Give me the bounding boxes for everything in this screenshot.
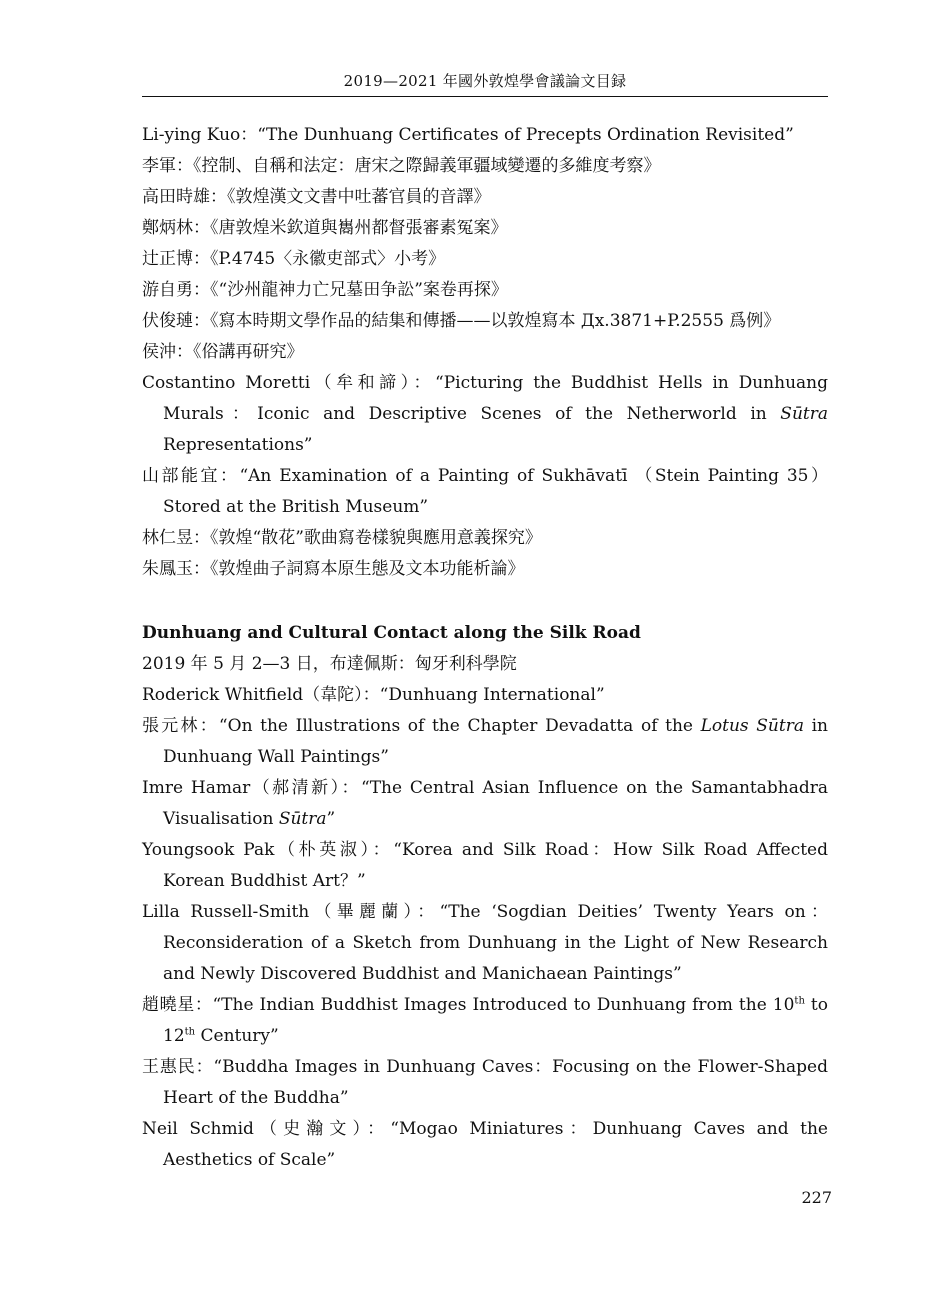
entry-you: 游自勇：《“沙州龍神力亡兄墓田争訟”案卷再探》 xyxy=(142,280,508,300)
entry-yamabe: 山部能宜：“An Examination of a Painting of Sukhāvatī （Stein Painting 35） Stored at the British Museum” xyxy=(142,466,828,517)
entry-hamar xyxy=(142,773,828,835)
superscript: th xyxy=(794,995,805,1007)
entry-hou: 侯沖：《俗講再研究》 xyxy=(142,342,304,362)
entry-text: to 12 xyxy=(163,995,828,1046)
section-spacer xyxy=(142,585,828,618)
italic-term: Sūtra xyxy=(278,809,327,829)
conference-meta: 2019 年 5 月 2—3 日，布達佩斯：匈牙利科學院 xyxy=(142,654,517,674)
entry-zhang xyxy=(142,711,828,773)
entry-text: 趙曉星：“The Indian Buddhist Images Introduced to Dunhuang from the 10 xyxy=(142,995,795,1015)
italic-term: Sūtra xyxy=(780,404,828,424)
entry-moretti xyxy=(142,368,828,461)
superscript: th xyxy=(184,1026,196,1038)
entry-pak: Youngsook Pak（朴英淑）：“Korea and Silk Road：How Silk Road Affected Korean Buddhist Art？” xyxy=(142,840,828,891)
entry-text: 張元林：“On the Illustrations of the Chapter Devadatta of the xyxy=(142,716,701,736)
entry-li-jun: 李軍：《控制、自稱和法定：唐宋之際歸義軍疆域變遷的多維度考察》 xyxy=(142,156,661,176)
entry-zheng: 鄭炳林：《唐敦煌米欽道與巂州都督張審素冤案》 xyxy=(142,218,508,238)
entry-takata: 高田時雄：《敦煌漢文文書中吐蕃官員的音譯》 xyxy=(142,187,491,207)
page-number: 227 xyxy=(801,1188,832,1207)
entry-text: Representations” xyxy=(163,435,313,455)
entry-fu: 伏俊璉：《寫本時期文學作品的結集和傳播——以敦煌寫本 Дx.3871+P.2555 爲例》 xyxy=(142,311,781,331)
entry-text: Century” xyxy=(195,1026,279,1046)
entry-tsuji: 辻正博：《P.4745〈永徽吏部式〉小考》 xyxy=(142,249,446,269)
entry-kuo: Li-ying Kuo：“The Dunhuang Certificates of Precepts Ordination Revisited” xyxy=(142,125,794,145)
entry-lin: 林仁昱：《敦煌“散花”歌曲寫卷樣貌與應用意義探究》 xyxy=(142,528,542,548)
entry-whitfield: Roderick Whitfield（韋陀）：“Dunhuang International” xyxy=(142,685,605,705)
section-heading: Dunhuang and Cultural Contact along the Silk Road xyxy=(142,623,641,643)
entry-text: ” xyxy=(326,809,336,829)
running-header: 2019—2021 年國外敦煌學會議論文目録 xyxy=(343,72,627,90)
entry-text: in Dunhuang Wall Paintings” xyxy=(163,716,828,767)
entry-text: Costantino Moretti（牟和諦）：“Picturing the Buddhist Hells in Dunhuang Murals：Iconic and Descriptive Scenes of the Netherworld in xyxy=(142,373,828,424)
entry-zhao xyxy=(142,990,828,1052)
italic-term: Lotus Sūtra xyxy=(700,716,804,736)
entry-schmid: Neil Schmid（史瀚文）：“Mogao Miniatures：Dunhuang Caves and the Aesthetics of Scale” xyxy=(142,1119,828,1170)
bibliography-content xyxy=(142,120,828,1176)
entry-zhu: 朱鳳玉：《敦煌曲子詞寫本原生態及文本功能析論》 xyxy=(142,559,525,579)
entry-wang: 王惠民：“Buddha Images in Dunhuang Caves：Focusing on the Flower-Shaped Heart of the Buddha” xyxy=(142,1057,828,1108)
entry-text: Imre Hamar（郝清新）：“The Central Asian Influence on the Samantabhadra Visualisation xyxy=(142,778,828,829)
entry-russell-smith: Lilla Russell-Smith（畢麗蘭）：“The ‘Sogdian Deities’ Twenty Years on：Reconsideration of a Sketch from Dunhuang in the Light of New Research and Newly Discovered Buddhist and Manichaean Paintings” xyxy=(142,902,828,984)
header-rule xyxy=(142,96,828,97)
